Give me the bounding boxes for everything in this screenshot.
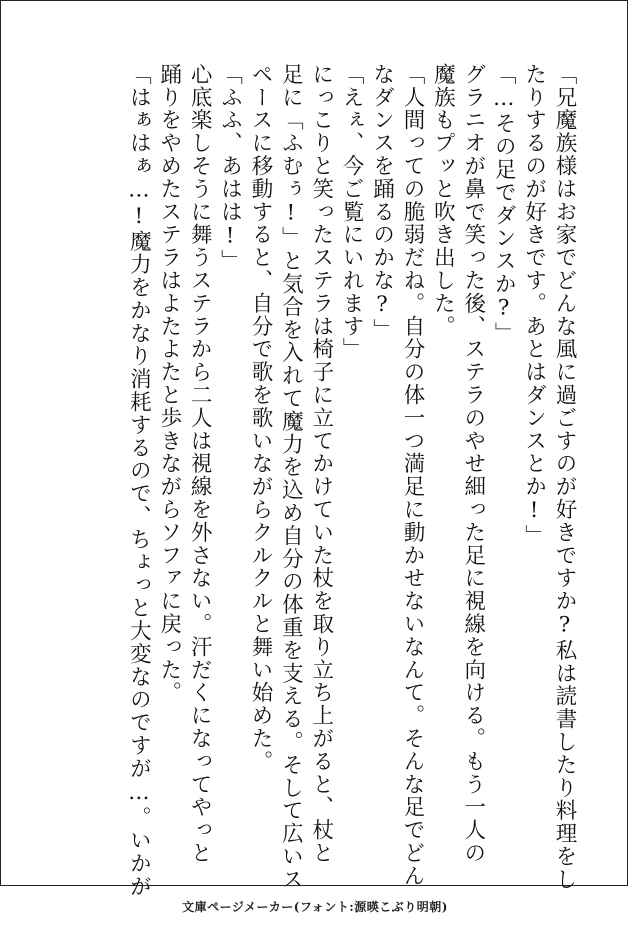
footer-caption: 文庫ページメーカー(フォント:源暎こぶり明朝) — [182, 900, 448, 914]
text-line-2: たりするのが好きです。あとはダンスとか!」 — [521, 63, 547, 548]
text-line-12: 「ふふ、あはは!」 — [217, 63, 243, 273]
text-line-13: 心底楽しそうに舞うステラから二人は視線を外さない。汗だくになってやっと — [187, 63, 213, 865]
text-line-14: 踊りをやめたステラはよたよたと歩きながらソファに戻った。 — [156, 63, 182, 705]
text-line-1: 「兄魔族様はお家でどんな風に過ごすのが好きですか?私は読書したり料理をし — [552, 63, 577, 891]
text-line-11: ペースに移動すると、自分で歌を歌いながらクルクルと舞い始めた。 — [247, 63, 273, 773]
vertical-text-body — [123, 63, 579, 898]
text-line-3: 「…その足でダンスか?」 — [491, 63, 517, 345]
text-line-10: 足に「ふむぅ!」と気合を入れて魔力を込め自分の体重を支える。そして広いス — [278, 63, 304, 891]
text-line-5: 魔族もプッと吹き出した。 — [430, 63, 456, 338]
text-line-7: なダンスを踊るのかな?」 — [369, 63, 395, 342]
text-line-6: 「人間っての脆弱だね。自分の体一つ満足に動かせないなんて。そんな足でどん — [399, 63, 425, 888]
text-line-8: 「えぇ、今ご覧にいれます」 — [339, 63, 365, 361]
text-line-9: にっこりと笑ったステラは椅子に立てかけていた杖を取り立ち上がると、杖と — [308, 63, 334, 865]
text-line-4: グラニオが鼻で笑った後、ステラのやせ細った足に視線を向ける。もう一人の — [460, 63, 486, 865]
text-line-15: 「はぁはぁ…!魔力をかなり消耗するので、ちょっと大変なのですが…。いかが — [126, 63, 152, 898]
